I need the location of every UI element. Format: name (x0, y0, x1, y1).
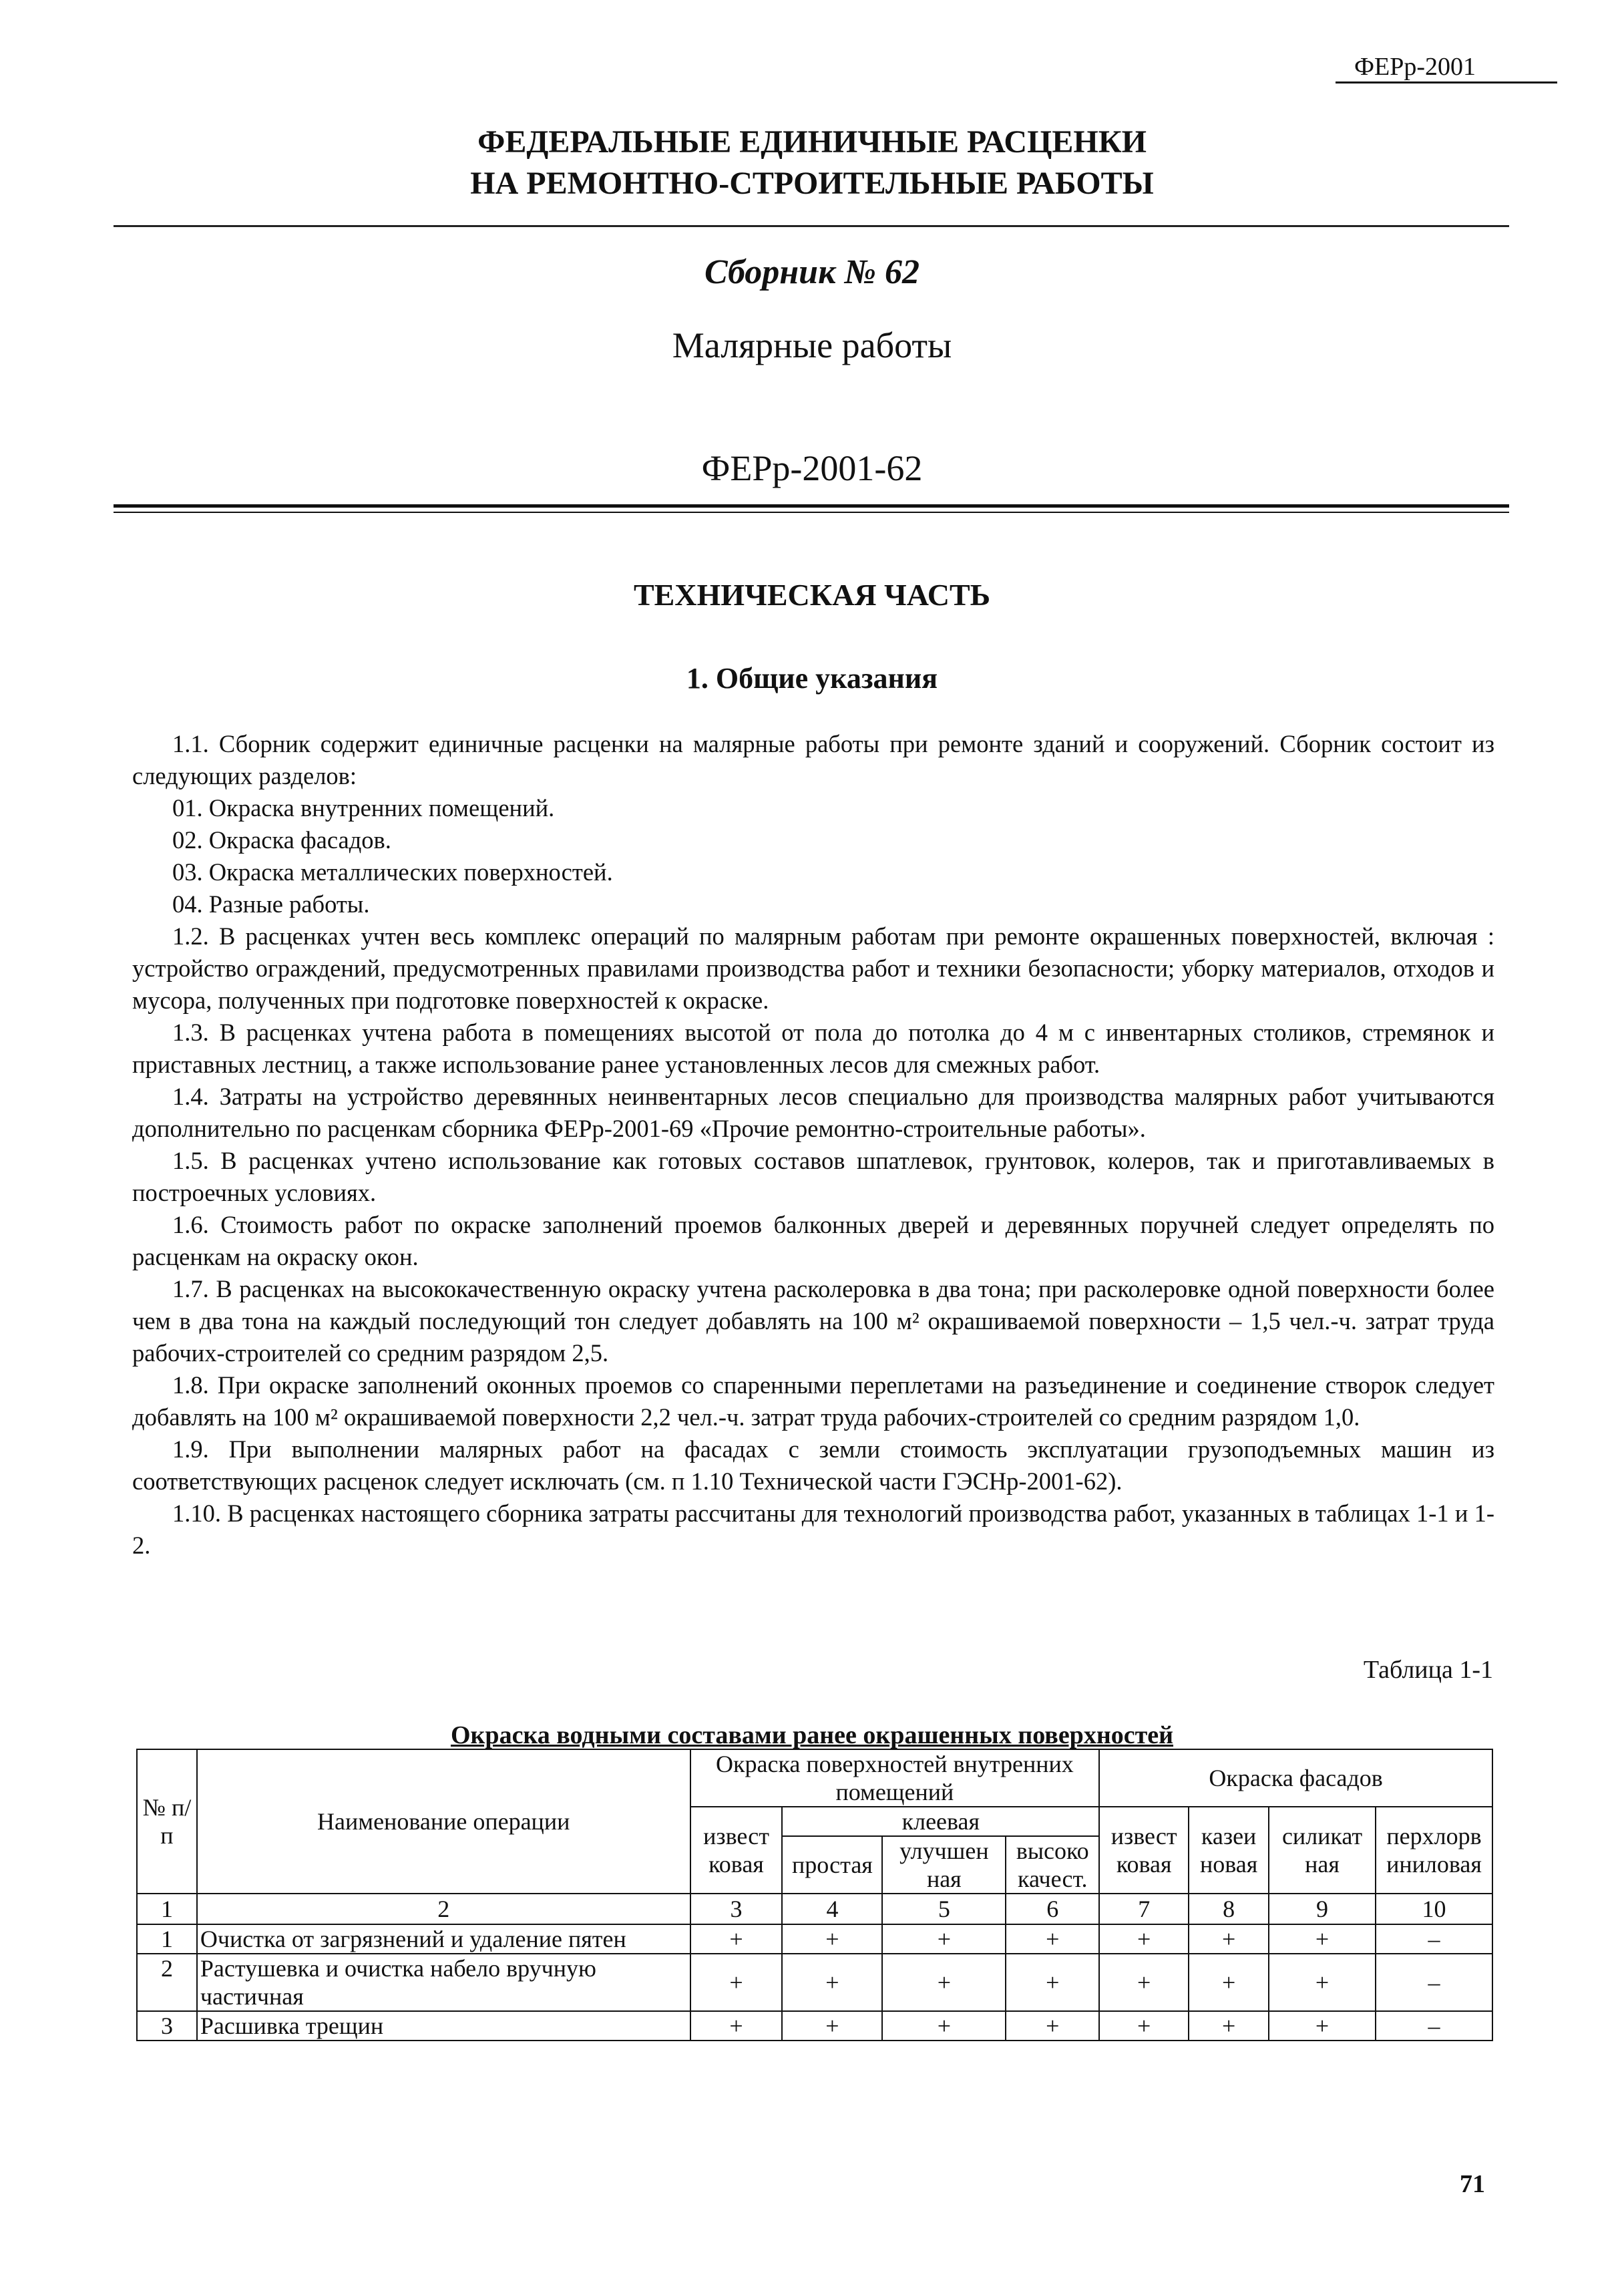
operations-table (136, 1749, 1493, 2041)
paragraph: 1.5. В расценках учтено использование как готовых составов шпатлевок, грунтовок, колеров, так и приготавливаемых в построечных условиях. (132, 1147, 1494, 1206)
paragraph: 1.6. Стоимость работ по окраске заполнений проемов балконных дверей и деревянных поручней следует определять по расценкам на окраску окон. (132, 1211, 1494, 1270)
table-cell: + (1099, 1954, 1189, 2011)
header-rule (1336, 81, 1557, 83)
table-row (137, 1954, 1492, 2011)
paragraph: 1.4. Затраты на устройство деревянных неинвентарных лесов специально для производства малярных работ учитываются дополнительно по расценкам сборника ФЕРр-2001-69 «Прочие ремонтно-строительные работы». (132, 1083, 1494, 1142)
table-row (137, 2011, 1492, 2041)
section-heading: 1. Общие указания (686, 662, 938, 695)
paragraph: 1.1. Сборник содержит единичные расценки на малярные работы при ремонте зданий и сооружений. Сборник состоит из следующих разделов: (132, 730, 1494, 789)
table-cell: + (1099, 2011, 1189, 2041)
row-number: 3 (137, 2011, 197, 2041)
header-col-6: высоко качест. (1006, 1836, 1099, 1894)
table-cell: + (1269, 1954, 1376, 2011)
table-cell: + (1099, 1924, 1189, 1954)
table-cell: + (1269, 1924, 1376, 1954)
table-cell: + (1269, 2011, 1376, 2041)
body-text (132, 728, 1494, 1562)
table-cell: + (782, 1954, 882, 2011)
col-number: 9 (1269, 1894, 1376, 1924)
table-cell: – (1376, 1954, 1492, 2011)
table-cell: + (1006, 2011, 1099, 2041)
table-cell: + (782, 1924, 882, 1954)
collection-number: Сборник № 62 (704, 253, 920, 291)
paragraph: 04. Разные работы. (172, 890, 370, 918)
header-interior: Окраска поверхностей внутренних помещений (690, 1749, 1100, 1807)
table-cell: + (690, 1924, 783, 1954)
table-cell: + (1189, 1924, 1269, 1954)
table-cell: – (1376, 2011, 1492, 2041)
col-number: 4 (782, 1894, 882, 1924)
header-col-4: простая (782, 1836, 882, 1894)
header-col-9: силикат ная (1269, 1807, 1376, 1894)
header-facade: Окраска фасадов (1099, 1749, 1492, 1807)
table-cell: – (1376, 1924, 1492, 1954)
operation-name: Очистка от загрязнений и удаление пятен (197, 1924, 690, 1954)
table-cell: + (1006, 1924, 1099, 1954)
document-title (0, 122, 1624, 204)
table-cell: + (690, 1954, 783, 2011)
table-cell: + (882, 1924, 1006, 1954)
col-number: 5 (882, 1894, 1006, 1924)
row-number: 2 (137, 1954, 197, 2011)
table-cell: + (1189, 2011, 1269, 2041)
table-cell: + (782, 2011, 882, 2041)
col-number: 1 (137, 1894, 197, 1924)
header-glue: клеевая (782, 1807, 1099, 1836)
column-numbers-row (137, 1894, 1492, 1924)
title-rule (114, 225, 1509, 227)
table-cell: + (882, 2011, 1006, 2041)
collection-rule-thin (114, 512, 1509, 513)
running-header-code: ФЕРр-2001 (1354, 53, 1476, 81)
table-cell: + (1006, 1954, 1099, 2011)
header-col-3: извест ковая (690, 1807, 783, 1894)
title-line-2: НА РЕМОНТНО-СТРОИТЕЛЬНЫЕ РАБОТЫ (470, 166, 1154, 201)
collection-code: ФЕРр-2001-62 (701, 448, 923, 488)
operation-name: Растушевка и очистка набело вручную частичная (197, 1954, 690, 2011)
paragraph: 1.2. В расценках учтен весь комплекс операций по малярным работам при ремонте окрашенных поверхностей, включая : устройство ограждений, предусмотренных правилами производства работ и техники безопасности; уборку материалов, отходов и мусора, полученных при подготовке поверхностей к окраске. (132, 922, 1494, 1014)
collection-subject: Малярные работы (672, 325, 952, 365)
paragraph: 1.8. При окраске заполнений оконных проемов со спаренными переплетами на разъединение и соединение створок следует добавлять на 100 м² окрашиваемой поверхности 2,2 чел.-ч. затрат труда рабочих-строителей со средним разрядом 1,0. (132, 1371, 1494, 1431)
table-cell: + (690, 2011, 783, 2041)
col-number: 7 (1099, 1894, 1189, 1924)
col-number: 10 (1376, 1894, 1492, 1924)
table-cell: + (1189, 1954, 1269, 2011)
paragraph: 1.7. В расценках на высококачественную окраску учтена расколеровка в два тона; при расколеровке одной поверхности более чем в два тона на каждый последующий тон следует добавлять на 100 м² окрашиваемой поверхности – 1,5 чел.-ч. затрат труда рабочих-строителей со средним разрядом 2,5. (132, 1275, 1494, 1367)
table-row (137, 1924, 1492, 1954)
paragraph: 01. Окраска внутренних помещений. (172, 794, 555, 822)
col-number: 8 (1189, 1894, 1269, 1924)
tech-part-heading: ТЕХНИЧЕСКАЯ ЧАСТЬ (633, 578, 991, 612)
header-col-5: улучшен ная (882, 1836, 1006, 1894)
title-line-1: ФЕДЕРАЛЬНЫЕ ЕДИНИЧНЫЕ РАСЦЕНКИ (477, 124, 1147, 160)
paragraph: 1.10. В расценках настоящего сборника затраты рассчитаны для технологий производства работ, указанных в таблицах 1-1 и 1-2. (132, 1500, 1494, 1559)
col-number: 2 (197, 1894, 690, 1924)
header-operation-name: Наименование операции (197, 1749, 690, 1894)
table-cell: + (882, 1954, 1006, 2011)
header-no: № п/п (137, 1749, 197, 1894)
operation-name: Расшивка трещин (197, 2011, 690, 2041)
paragraph: 03. Окраска металлических поверхностей. (172, 858, 613, 886)
col-number: 6 (1006, 1894, 1099, 1924)
header-col-8: казеи новая (1189, 1807, 1269, 1894)
header-col-10: перхлорв иниловая (1376, 1807, 1492, 1894)
page-number: 71 (1460, 2170, 1485, 2198)
table-number-label: Таблица 1-1 (1363, 1656, 1493, 1684)
header-col-7: извест ковая (1099, 1807, 1189, 1894)
col-number: 3 (690, 1894, 783, 1924)
row-number: 1 (137, 1924, 197, 1954)
paragraph: 02. Окраска фасадов. (172, 826, 391, 854)
collection-rule-thick (114, 504, 1509, 508)
table-caption: Окраска водными составами ранее окрашенных поверхностей (450, 1721, 1174, 1749)
paragraph: 1.9. При выполнении малярных работ на фасадах с земли стоимость эксплуатации грузоподъемных машин из соответствующих расценок следует исключать (см. п 1.10 Технической части ГЭСНр-2001-62). (132, 1435, 1494, 1495)
paragraph: 1.3. В расценках учтена работа в помещениях высотой от пола до потолка до 4 м с инвентарных столиков, стремянок и приставных лестниц, а также использование ранее установленных лесов для смежных работ. (132, 1019, 1494, 1078)
